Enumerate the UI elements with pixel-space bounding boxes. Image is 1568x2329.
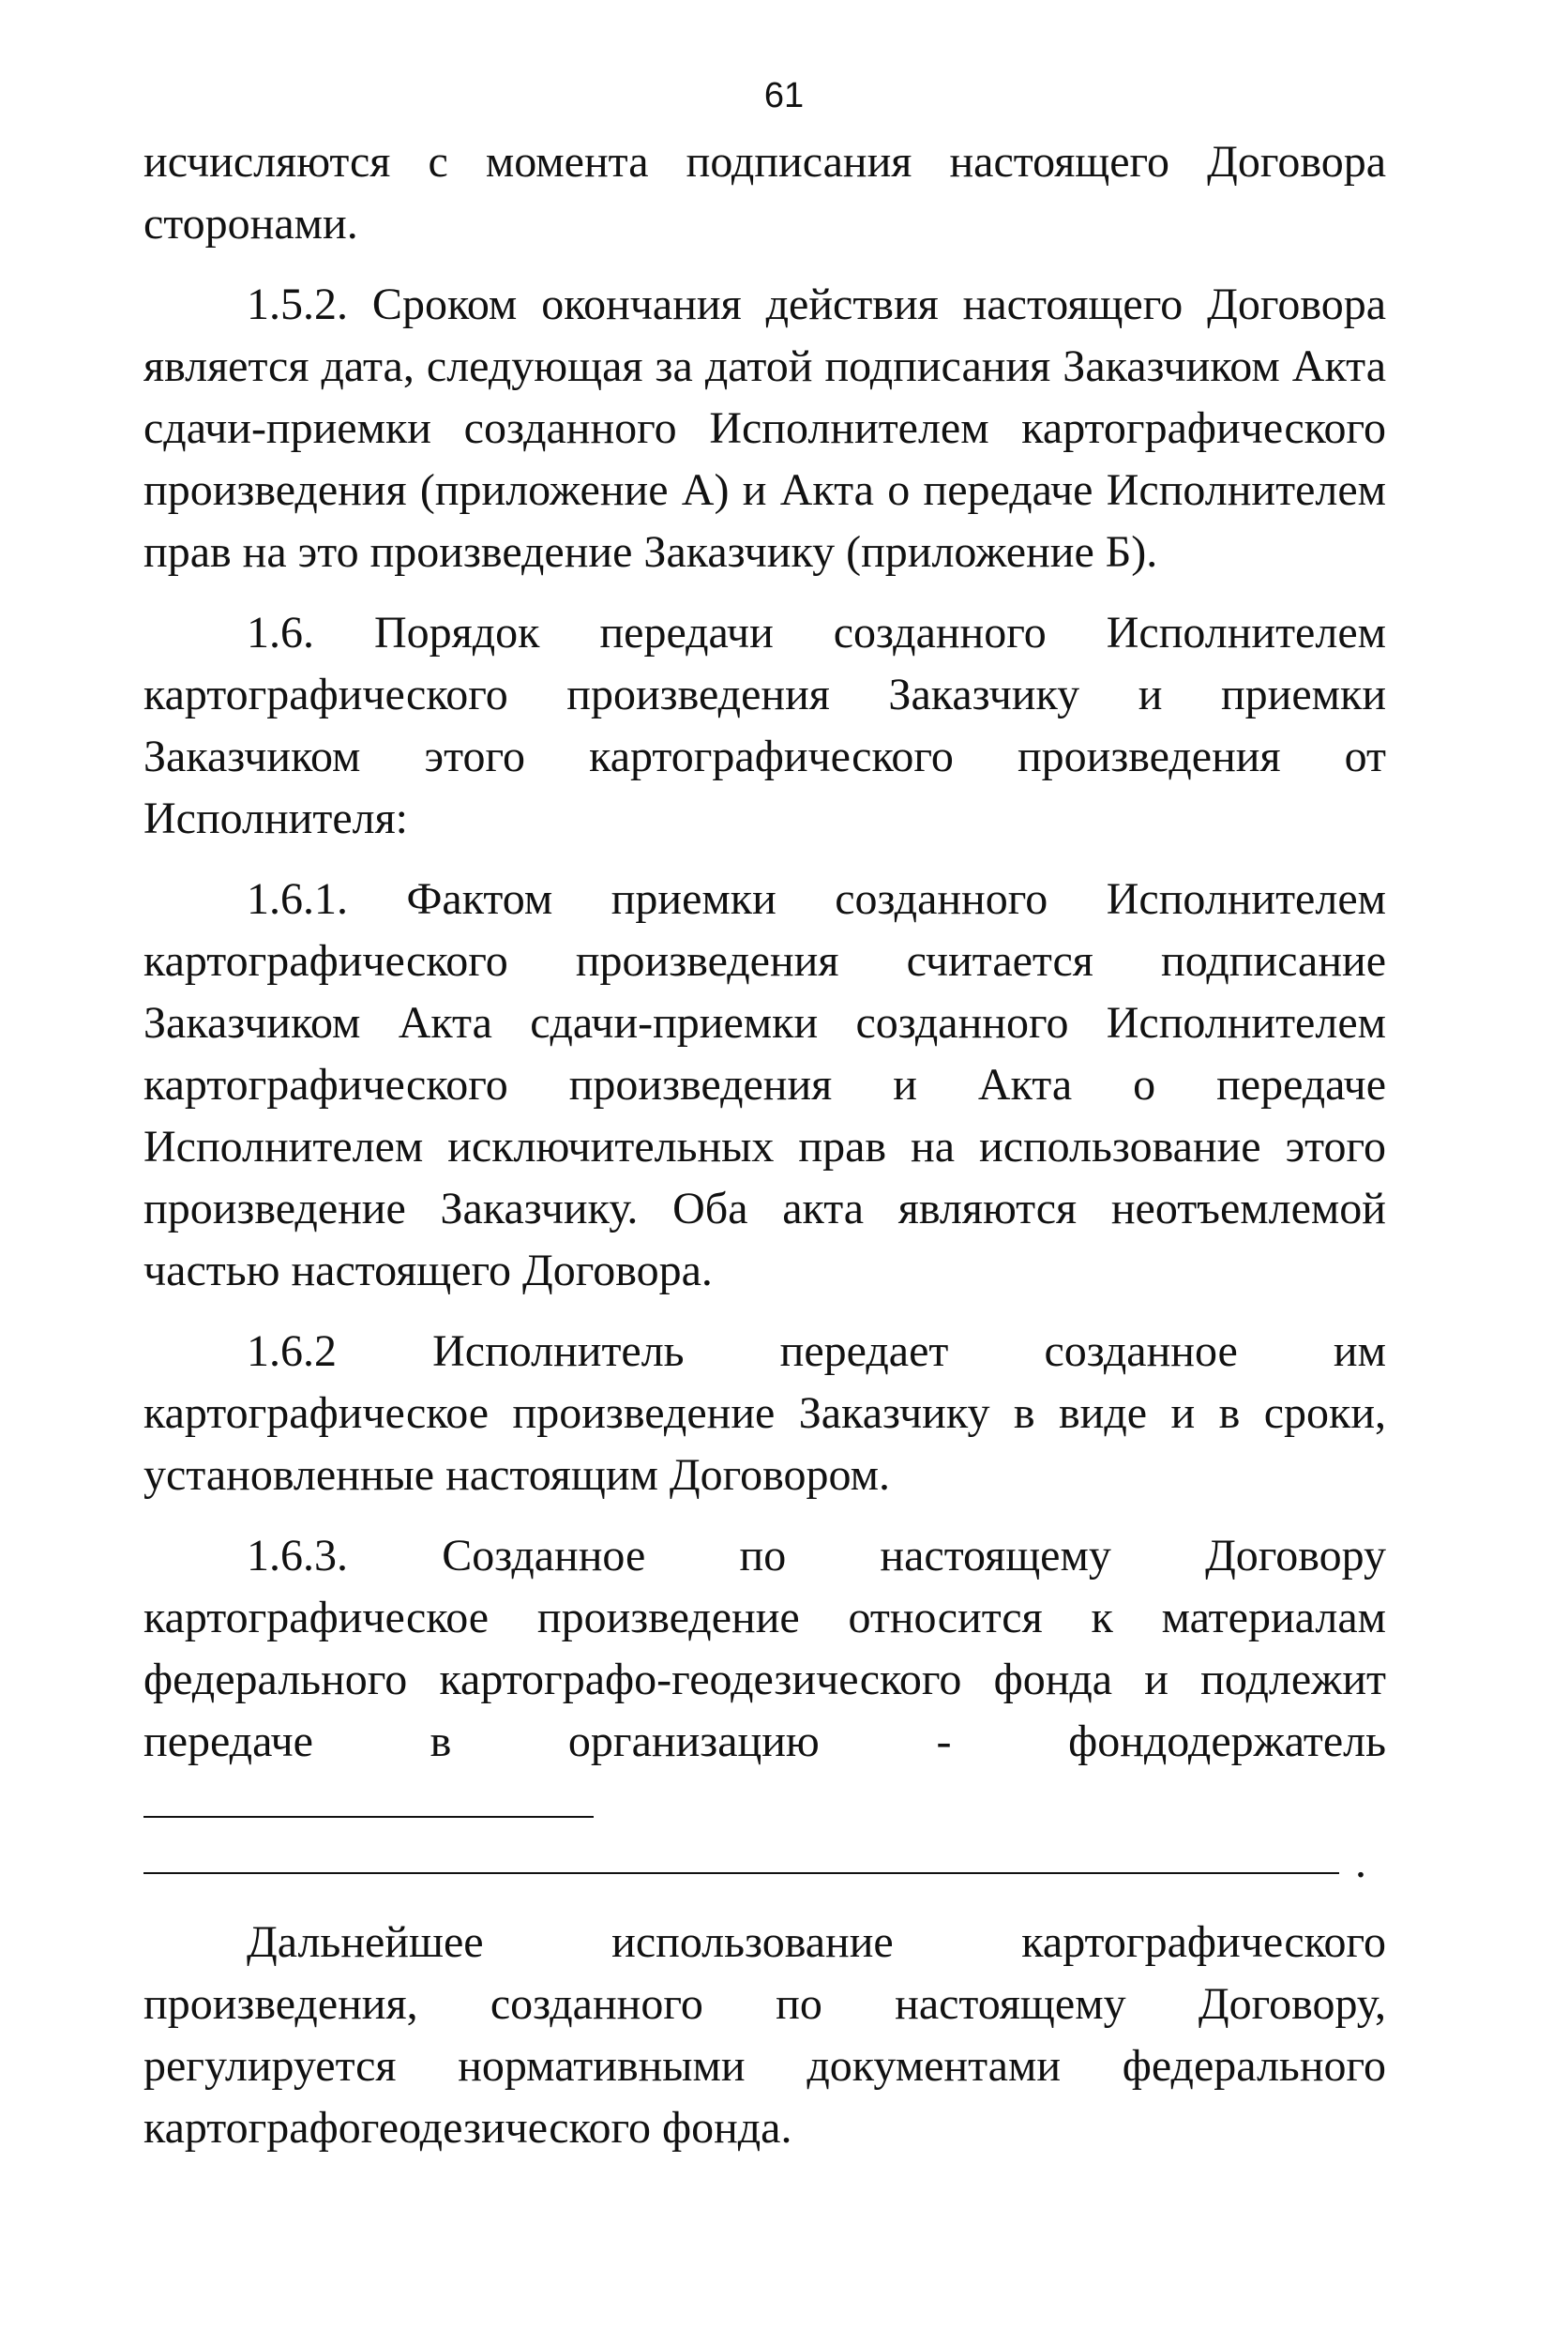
clause-1-6-2: 1.6.2 Исполнитель передает созданное им картографическое произведение Заказчику в виде и в сроки, установленные настоящим Договором. [143, 1326, 1386, 1500]
fund-holder-blank-continuation [143, 1837, 1386, 1893]
clause-1-6-3 [143, 1525, 1386, 1835]
clause-1-6-1: 1.6.1. Фактом приемки созданного Исполнителем картографического произведения считается подписание Заказчиком Акта сдачи-приемки созданного Исполнителем картографического произведения и Акта о передаче Исполнителем исключительных прав на использование этого произведение Заказчику. Оба акта являются неотъемлемой частью настоящего Договора. [143, 874, 1386, 1295]
paragraph-continuation: исчисляются с момента подписания настоящего Договора сторонами. [143, 137, 1386, 249]
page-number: 61 [763, 76, 805, 115]
document-body [143, 131, 1386, 2159]
fund-holder-blank [143, 1778, 594, 1818]
blank-line-end: . [1355, 1837, 1366, 1887]
blank-line [143, 1872, 1339, 1874]
clause-1-6: 1.6. Порядок передачи созданного Исполнителем картографического произведения Заказчику и приемки Заказчиком этого картографического произведения от Исполнителя: [143, 608, 1386, 843]
clause-1-5-2: 1.5.2. Сроком окончания действия настоящего Договора является дата, следующая за датой подписания Заказчиком Акта сдачи-приемки созданного Исполнителем картографического произведения (приложение А) и Акта о передаче Исполнителем прав на это произведение Заказчику (приложение Б). [143, 280, 1386, 577]
clause-1-6-3-text: 1.6.3. Созданное по настоящему Договору картографическое произведение относится к материалам федерального картографо-геодезического фонда и подлежит передаче в организацию - фондодержатель [143, 1531, 1386, 1766]
further-use-paragraph: Дальнейшее использование картографического произведения, созданного по настоящему Договору, регулируется нормативными документами федерального картографогеодезического фонда. [143, 1917, 1386, 2153]
